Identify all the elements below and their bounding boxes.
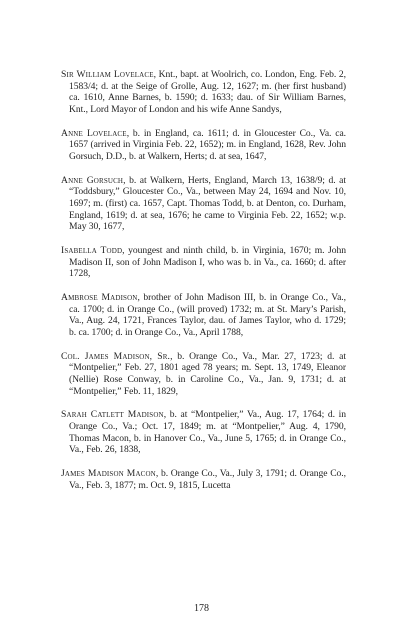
entry-text: , youngest and ninth child, b. in Virginia, 1670; m. John Madison II, son of John Madison I, who was b. in Va., ca. 1660; d. after 1728, (69, 245, 346, 280)
person-name: Sarah Catlett Madison (61, 409, 164, 421)
genealogy-entry (61, 69, 346, 115)
entry-text: , b. at “Montpelier,” Va., Aug. 17, 1764; d. in Orange Co., Va.; Oct. 17, 1849; m. at “Montpelier,” Aug. 4, 1790, Thomas Macon, b. in Hanover Co., Va., June 5, 1765; d. in Orange Co., Va., Feb. 26, 1838, (69, 409, 346, 456)
entry-text: , b. in England, ca. 1611; d. in Gloucester Co., Va. ca. 1657 (arrived in Virginia Feb. 22, 1652); m. in England, 1628, Rev. John Gorsuch, D.D., b. at Walkern, Herts; d. at sea, 1647, (69, 127, 347, 162)
genealogy-entry (61, 128, 346, 163)
entry-text: , b. Orange Co., Va., Mar. 27, 1723; d. at “Montpelier,” Feb. 27, 1801 aged 78 years; m. Sept. 13, 1749, Eleanor (Nellie) Rose Conway, b. in Caroline Co., Va., Jan. 9, 1731; d. at “Montpelier,” Feb. 11, 1829, (69, 350, 347, 397)
genealogy-entry (61, 292, 346, 338)
document-body (61, 69, 346, 504)
genealogy-entry (61, 175, 346, 233)
genealogy-entry (61, 409, 346, 455)
person-name: Anne Gorsuch (61, 174, 124, 186)
entry-text: , Knt., bapt. at Woolrich, co. London, Eng. Feb. 2, 1583/4; d. at the Seige of Grolle, Aug. 12, 1627; m. (her first husband) ca. 1610, Anne Barnes, b. 1590; d. 1633; dau. of Sir William Barnes, Knt., Lord Mayor of London and his wife Anne Sandys, (69, 69, 347, 115)
entry-text: , b. at Walkern, Herts, England, March 13, 1638/9; d. at “Toddsbury,” Gloucester Co., Va., between May 24, 1694 and Nov. 10, 1697; m. (first) ca. 1657, Capt. Thomas Todd, b. at Denton, co. Durham, England, 1619; d. at sea, 1676; he came to Virginia Feb. 22, 1652; w.p. May 30, 1677, (69, 174, 346, 233)
genealogy-entry (61, 468, 346, 491)
person-name: Ambrose Madison (61, 292, 138, 304)
person-name: James Madison Macon (61, 468, 156, 480)
page-number: 178 (194, 603, 209, 614)
person-name: Isabella Todd (61, 245, 123, 257)
entry-text: , b. Orange Co., Va., July 3, 1791; d. Orange Co., Va., Feb. 3, 1877; m. Oct. 9, 1815, Lucetta (69, 468, 346, 491)
person-name: Sir William Lovelace (61, 69, 154, 80)
person-name: Col. James Madison, Sr. (61, 350, 171, 362)
person-name: Anne Lovelace (61, 127, 127, 139)
genealogy-entry (61, 351, 346, 397)
entry-text: , brother of John Madison III, b. in Orange Co., Va., ca. 1700; d. in Orange Co., (will proved) 1732; m. at St. Mary’s Parish, Va., Aug. 24, 1721, Frances Taylor, dau. of James Taylor, who d. 1729; b. ca. 1700; d. in Orange Co., Va., April 1788, (69, 292, 346, 338)
genealogy-entry (61, 245, 346, 280)
